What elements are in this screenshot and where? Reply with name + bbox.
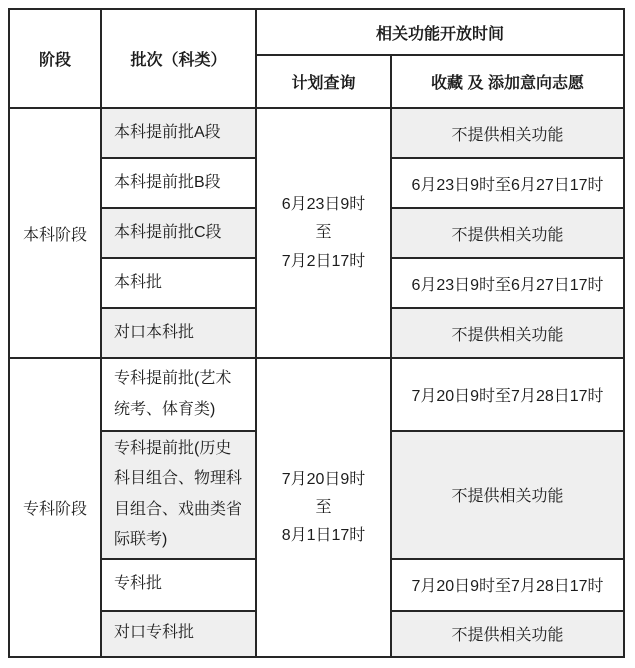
favorite-cell: 6月23日9时至6月27日17时 [391, 258, 624, 308]
stage-header-cell: 阶段 [9, 9, 101, 108]
favorite-cell: 不提供相关功能 [391, 611, 624, 657]
plan-query-line: 8月1日17时 [281, 526, 366, 544]
batch-cell: 本科提前批C段 [101, 208, 256, 258]
batch-cell: 本科提前批B段 [101, 158, 256, 208]
plan-query-header-cell: 计划查询 [256, 55, 391, 108]
batch-cell: 本科提前批A段 [101, 108, 256, 158]
batch-cell: 专科提前批(艺术统考、体育类) [101, 358, 256, 431]
table-row [9, 108, 624, 158]
favorite-header-cell: 收藏 及 添加意向志愿 [391, 55, 624, 108]
plan-query-line: 6月23日9时 [281, 196, 366, 214]
exam-schedule-table [8, 8, 625, 658]
plan-query-cell-undergraduate [256, 108, 391, 358]
favorite-cell: 不提供相关功能 [391, 208, 624, 258]
table-row [9, 358, 624, 431]
plan-query-line: 7月2日17时 [281, 252, 366, 270]
function-time-header-cell: 相关功能开放时间 [256, 9, 624, 55]
favorite-cell: 7月20日9时至7月28日17时 [391, 559, 624, 611]
batch-cell: 专科提前批(历史科目组合、物理科目组合、戏曲类省际联考) [101, 431, 256, 559]
plan-query-line: 7月20日9时 [281, 470, 366, 488]
favorite-cell: 不提供相关功能 [391, 108, 624, 158]
favorite-cell: 不提供相关功能 [391, 308, 624, 358]
stage-cell-college: 专科阶段 [9, 358, 101, 657]
batch-header-cell: 批次（科类） [101, 9, 256, 108]
plan-query-cell-college [256, 358, 391, 657]
batch-cell: 对口专科批 [101, 611, 256, 657]
favorite-cell: 7月20日9时至7月28日17时 [391, 358, 624, 431]
batch-cell: 专科批 [101, 559, 256, 611]
plan-query-line: 至 [315, 224, 332, 242]
header-row-1 [9, 9, 624, 55]
plan-query-line: 至 [315, 498, 332, 516]
stage-cell-undergraduate: 本科阶段 [9, 108, 101, 358]
favorite-cell: 不提供相关功能 [391, 431, 624, 559]
favorite-cell: 6月23日9时至6月27日17时 [391, 158, 624, 208]
batch-cell: 对口本科批 [101, 308, 256, 358]
batch-cell: 本科批 [101, 258, 256, 308]
